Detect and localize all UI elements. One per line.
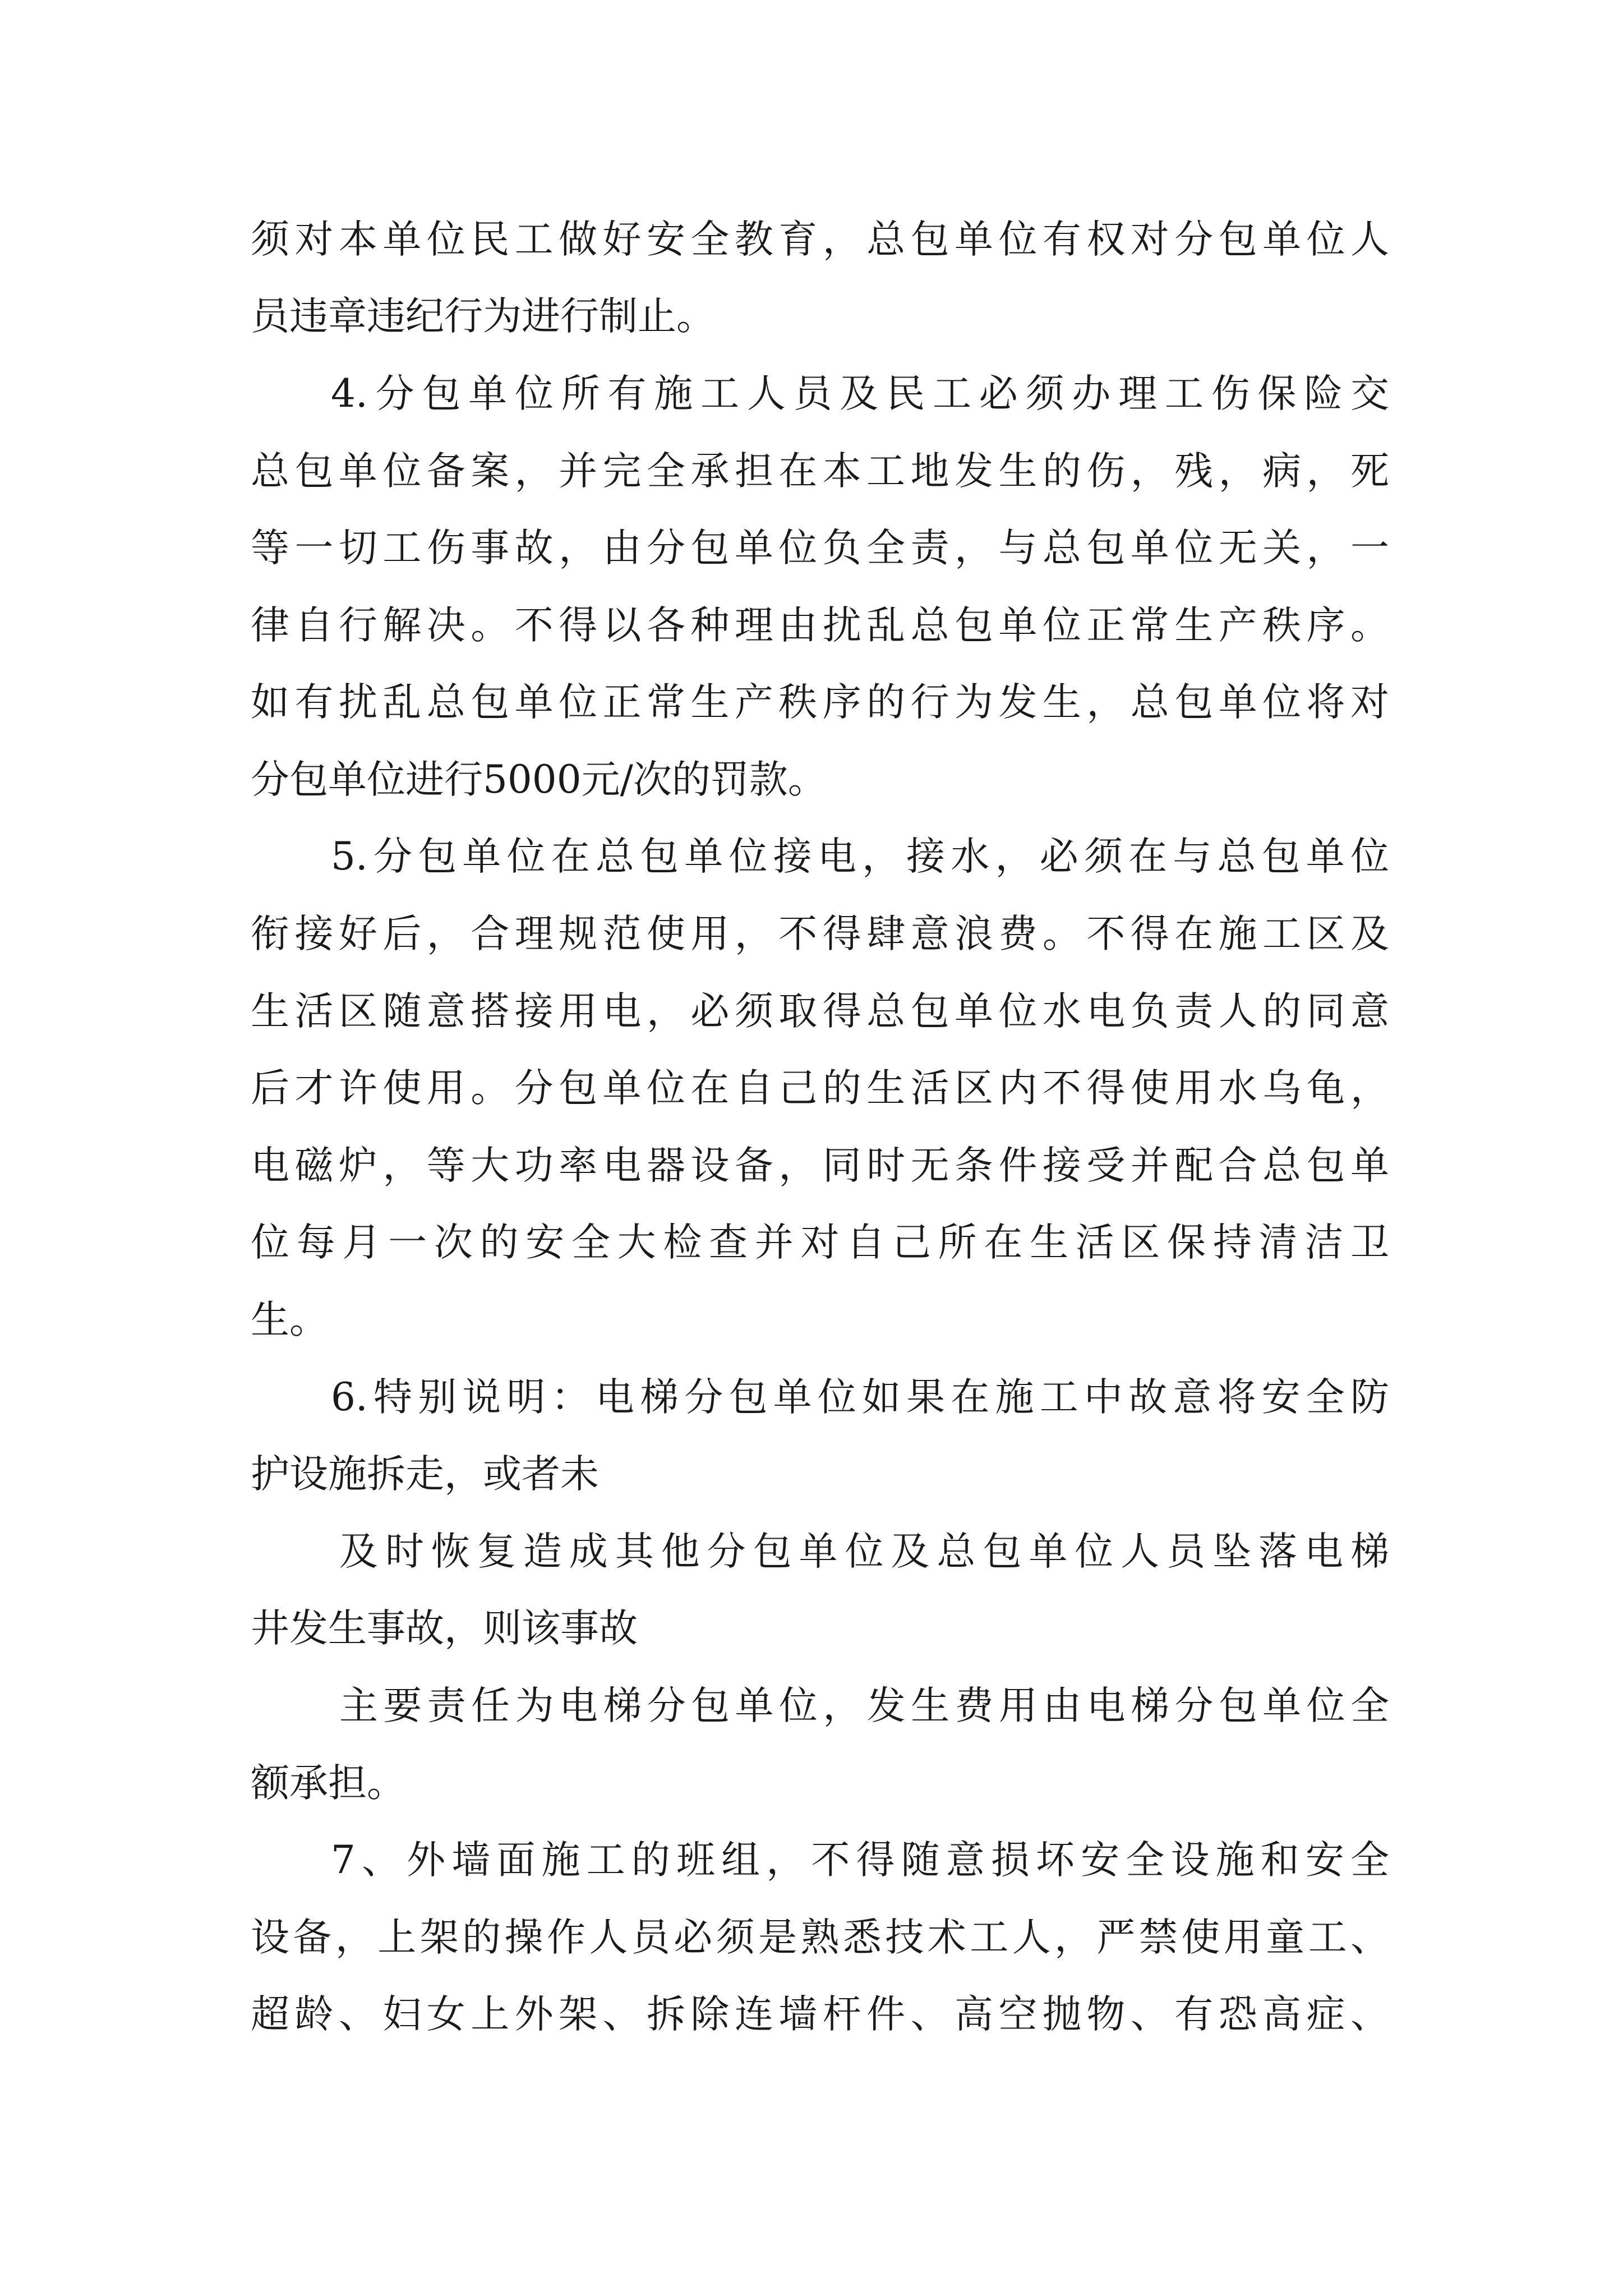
paragraph-line: 设备，上架的操作人员必须是熟悉技术工人，严禁使用童工、 bbox=[251, 1915, 1389, 1960]
paragraph-line: 电磁炉，等大功率电器设备，同时无条件接受并配合总包单 bbox=[251, 1143, 1389, 1188]
paragraph-line: 分包单位进行5000元/次的罚款。 bbox=[251, 757, 827, 802]
paragraph-line: 员违章违纪行为进行制止。 bbox=[251, 294, 715, 339]
paragraph-line: 生活区随意搭接用电，必须取得总包单位水电负责人的同意 bbox=[251, 989, 1389, 1034]
paragraph-line: 5.分包单位在总包单位接电，接水，必须在与总包单位 bbox=[331, 834, 1389, 879]
paragraph-line: 额承担。 bbox=[251, 1761, 405, 1806]
paragraph-line: 如有扰乱总包单位正常生产秩序的行为发生，总包单位将对 bbox=[251, 680, 1389, 725]
paragraph-line: 律自行解决。不得以各种理由扰乱总包单位正常生产秩序。 bbox=[251, 603, 1389, 648]
paragraph-line: 超龄、妇女上外架、拆除连墙杆件、高空抛物、有恐高症、 bbox=[251, 1992, 1389, 2037]
paragraph-line: 主要责任为电梯分包单位，发生费用由电梯分包单位全 bbox=[339, 1683, 1389, 1728]
paragraph-line: 4.分包单位所有施工人员及民工必须办理工伤保险交 bbox=[331, 371, 1389, 416]
paragraph-line: 6.特别说明：电梯分包单位如果在施工中故意将安全防 bbox=[331, 1375, 1389, 1420]
paragraph-line: 位每月一次的安全大检查并对自己所在生活区保持清洁卫 bbox=[251, 1220, 1389, 1265]
paragraph-line: 生。 bbox=[251, 1297, 328, 1342]
paragraph-line: 总包单位备案，并完全承担在本工地发生的伤，残，病，死 bbox=[251, 449, 1389, 494]
paragraph-line: 井发生事故，则该事故 bbox=[251, 1606, 638, 1651]
paragraph-line: 护设施拆走，或者未 bbox=[251, 1452, 599, 1497]
paragraph-line: 衔接好后，合理规范使用，不得肆意浪费。不得在施工区及 bbox=[251, 912, 1389, 956]
paragraph-line: 及时恢复造成其他分包单位及总包单位人员坠落电梯 bbox=[339, 1529, 1389, 1574]
paragraph-line: 后才许使用。分包单位在自己的生活区内不得使用水乌龟， bbox=[251, 1066, 1389, 1111]
paragraph-line: 7、外墙面施工的班组，不得随意损坏安全设施和安全 bbox=[331, 1838, 1389, 1883]
paragraph-line: 等一切工伤事故，由分包单位负全责，与总包单位无关，一 bbox=[251, 526, 1389, 570]
paragraph-line: 须对本单位民工做好安全教育，总包单位有权对分包单位人 bbox=[251, 217, 1389, 262]
